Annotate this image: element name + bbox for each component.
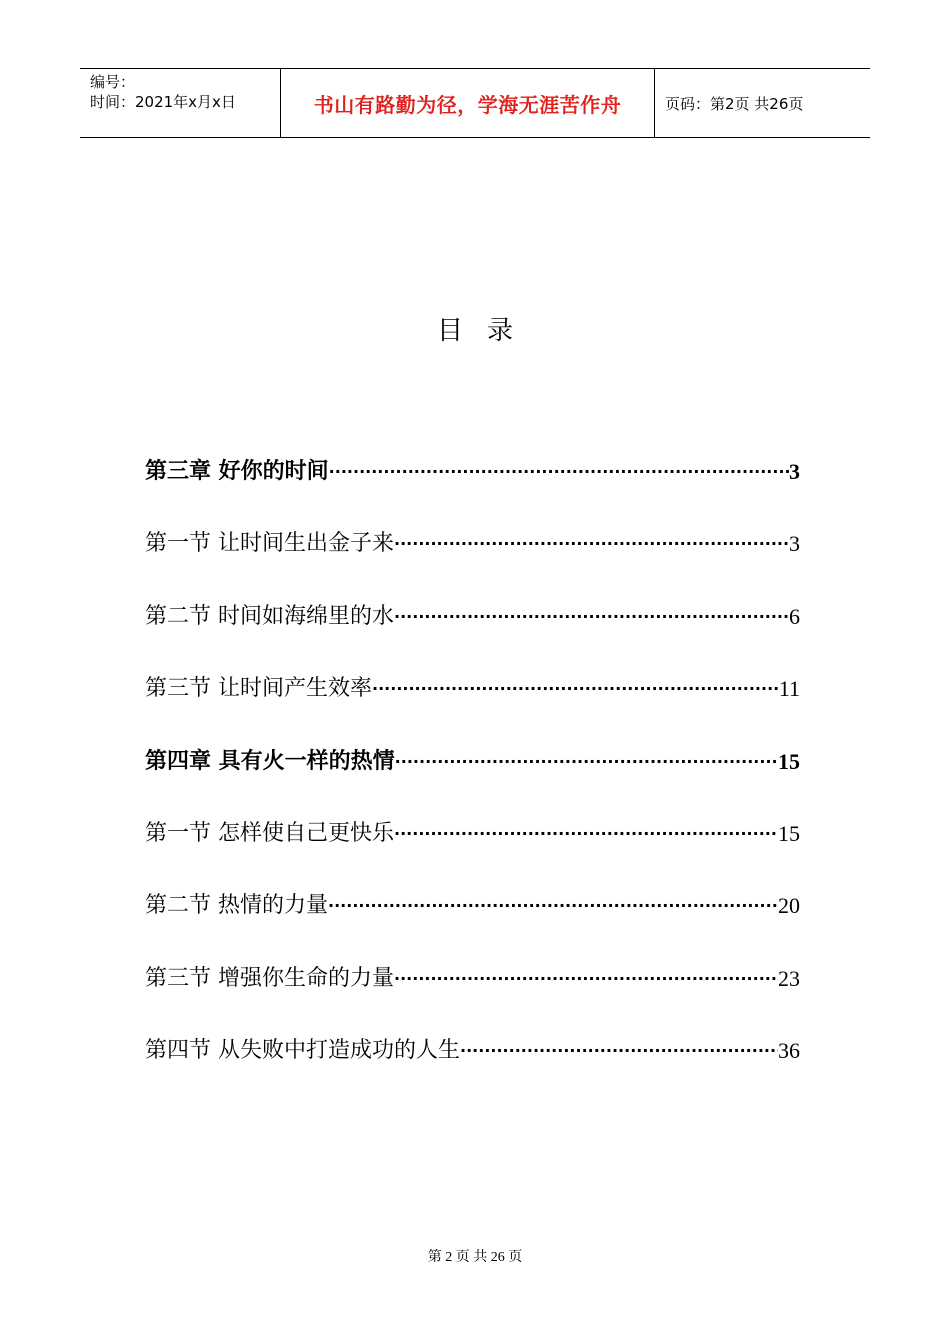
toc-entry-page: 15	[778, 748, 800, 774]
toc-leader-dots	[460, 1031, 778, 1071]
toc-title: 目录	[436, 316, 537, 346]
toc-leader-dots	[394, 524, 789, 564]
toc-entry-section[interactable]	[145, 524, 800, 596]
toc-leader-dots	[372, 669, 779, 709]
number-label: 编号：	[90, 73, 136, 91]
toc-entry-page: 15	[778, 820, 800, 846]
toc-entry-page: 3	[789, 459, 800, 484]
toc-entry-label: 第三节 让时间产生效率	[145, 676, 372, 702]
toc-entry-page: 11	[778, 676, 800, 702]
toc-entry-page: 6	[789, 603, 800, 629]
page-info: 页码：第2页 共26页	[665, 94, 804, 113]
toc-entry-section[interactable]	[145, 597, 800, 669]
date-label: 时间：2021年x月x日	[90, 93, 236, 111]
toc-leader-dots	[395, 742, 778, 782]
toc-entry-section[interactable]	[145, 669, 800, 741]
toc-entry-label: 第一节 怎样使自己更快乐	[145, 820, 394, 846]
toc-entry-section[interactable]	[145, 1031, 800, 1103]
header-motto-cell	[281, 69, 655, 137]
toc-entry-page: 23	[778, 965, 800, 991]
toc-entry-page: 3	[789, 531, 800, 557]
toc-entry-section[interactable]	[145, 886, 800, 958]
header-meta-cell	[80, 69, 281, 137]
toc-entry-label: 第四节 从失败中打造成功的人生	[145, 1038, 460, 1064]
toc-entry-label: 第三章 好你的时间	[145, 459, 329, 484]
toc-entry-page: 36	[778, 1038, 800, 1064]
toc-entry-label: 第二节 热情的力量	[145, 893, 328, 919]
page-footer: 第 2 页 共 26 页	[427, 1250, 523, 1265]
header-page-cell	[655, 69, 870, 137]
toc-entry-section[interactable]	[145, 814, 800, 886]
toc-entry-label: 第三节 增强你生命的力量	[145, 965, 394, 991]
toc-leader-dots	[394, 814, 778, 854]
toc-leader-dots	[328, 886, 778, 926]
toc-entry-section[interactable]	[145, 959, 800, 1031]
toc-entry-chapter-3[interactable]	[145, 452, 800, 524]
toc-entry-page: 20	[778, 893, 800, 919]
toc-entry-label: 第一节 让时间生出金子来	[145, 531, 394, 557]
toc-entry-label: 第四章 具有火一样的热情	[145, 748, 395, 774]
table-of-contents	[145, 452, 800, 1104]
toc-leader-dots	[394, 597, 789, 637]
document-header	[80, 68, 870, 138]
toc-leader-dots	[394, 959, 778, 999]
toc-leader-dots	[329, 452, 789, 492]
motto-text: 书山有路勤为径，学海无涯苦作舟	[313, 92, 622, 117]
toc-entry-label: 第二节 时间如海绵里的水	[145, 603, 394, 629]
toc-entry-chapter-4[interactable]	[145, 742, 800, 814]
